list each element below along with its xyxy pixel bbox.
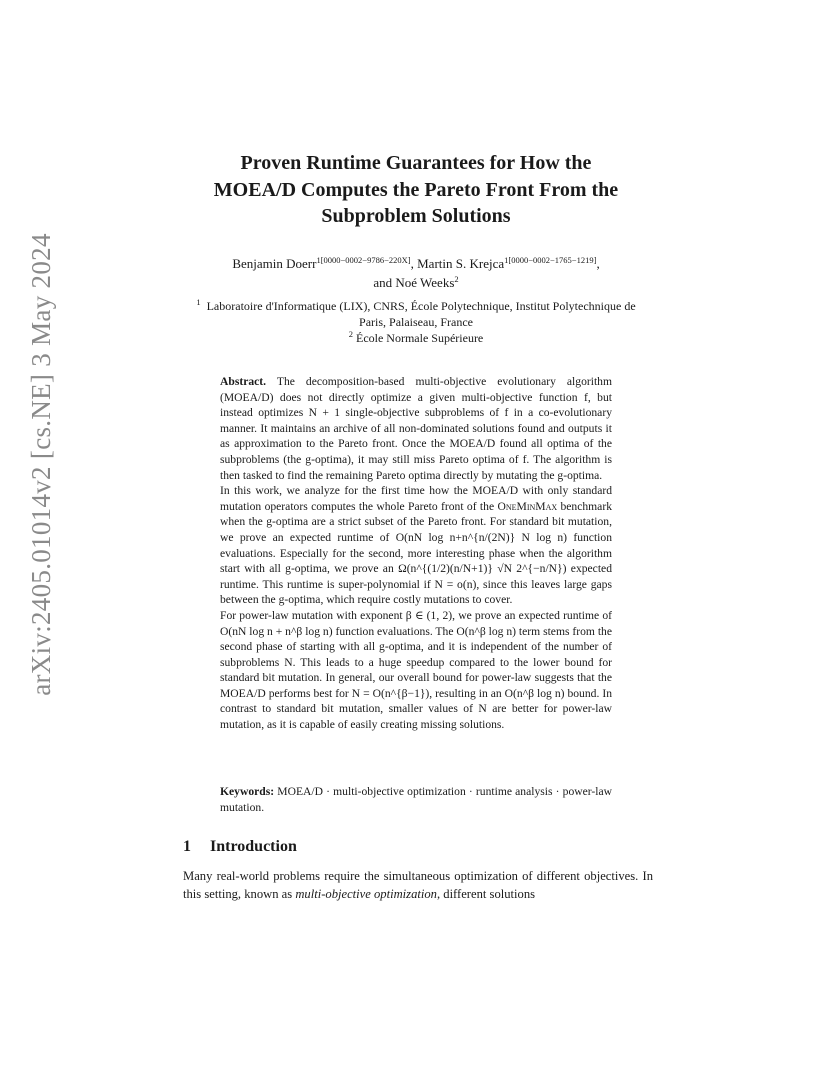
arxiv-identifier: arXiv:2405.01014v2 [cs.NE] 3 May 2024 bbox=[25, 232, 56, 696]
section-title: Introduction bbox=[210, 838, 297, 855]
author-name: Martin S. Krejca bbox=[417, 256, 505, 271]
affiliation-2: $^2$ École Normale Supérieure bbox=[348, 329, 484, 345]
author-name: Noé Weeks bbox=[395, 275, 455, 290]
abstract-paragraph: For power-law mutation with exponent β ∈ (1, 2), we prove an expected runtime of O(nN log n + n^β log n) function evaluations. The O(n^β log n) term stems from the second phase of starting with all g-optima, and it is independent of the number of subproblems N. This leads to a huge speedup compared to the lower bound for standard bit mutation. In general, our overall bound for power-law suggests that the MOEA/D performs best for N = O(n^{β−1}), resulting in an O(n^β log n) bound. In contrast to standard bit mutation, smaller values of N are better for power-law mutation, as it is capable of easily creating missing solutions. bbox=[220, 608, 612, 732]
abstract-paragraph: Abstract. The decomposition-based multi-objective evolutionary algorithm (MOEA/D) does not directly optimize a given multi-objective function f, but instead optimizes N + 1 single-objective subproblems of f in a co-evolutionary manner. It maintains an archive of all non-dominated solutions found and outputs it as approximation to the Pareto front. Once the MOEA/D found all optima of the subproblems (the g-optima), it may still miss Pareto optima of f. The algorithm is then tasked to find the remaining Pareto optima directly by mutating the g-optima. bbox=[220, 375, 612, 482]
author-orcid: 1[0000−0002−1765−1219] bbox=[504, 255, 597, 265]
affiliation-1: $^1$ Laboratoire d'Informatique (LIX), CNRS, École Polytechnique, Institut Polytechnique de Paris, Palaiseau, France bbox=[196, 297, 636, 329]
abstract bbox=[220, 374, 612, 733]
abstract-paragraph: In this work, we analyze for the first time how the MOEA/D with only standard mutation operators computes the whole Pareto front of the OneMinMax benchmark when the g-optima are a strict subset of the Pareto front. For standard bit mutation, we prove an expected runtime of O(nN log n+n^{n/(2N)} N log n) function evaluations. Especially for the second, more interesting phase when the algorithm start with all g-optima, we prove an Ω(n^{(1/2)(n/N+1)} √N 2^{−n/N}) expected runtime. This runtime is super-polynomial if N = o(n), since this leaves large gaps between the g-optima, which require costly mutations to cover. bbox=[220, 484, 612, 607]
paper-title bbox=[150, 150, 682, 230]
section-heading bbox=[183, 838, 297, 856]
section-number: 1 bbox=[183, 838, 191, 855]
introduction-paragraph: Many real-world problems require the simultaneous optimization of different objectives. In this setting, known as multi-objective optimization, different solutions bbox=[183, 869, 653, 901]
benchmark-name: OneMinMax bbox=[497, 499, 558, 513]
author-orcid: 1[0000−0002−9786−220X] bbox=[316, 255, 411, 265]
author-list: Benjamin Doerr$^{1[0000-0002-9786-220X]}$, Martin S. Krejca$^{1[0000-0002-1765-1219]}$, and Noé Weeks$^2$ bbox=[232, 255, 600, 290]
keywords-label: Keywords: bbox=[220, 785, 275, 798]
title-line: Proven Runtime Guarantees for How the bbox=[240, 152, 592, 174]
author-affil-mark: 2 bbox=[454, 274, 459, 284]
title-line: Subproblem Solutions bbox=[321, 205, 511, 227]
title-line: MOEA/D Computes the Pareto Front From the bbox=[213, 178, 619, 201]
author-name: Benjamin Doerr bbox=[232, 256, 317, 271]
affiliations bbox=[196, 298, 636, 346]
abstract-label: Abstract. bbox=[220, 375, 267, 388]
keywords: Keywords: MOEA/D · multi-objective optimization · runtime analysis · power-law mutation. bbox=[220, 785, 612, 814]
emphasis-term: multi-objective optimization bbox=[295, 886, 437, 901]
